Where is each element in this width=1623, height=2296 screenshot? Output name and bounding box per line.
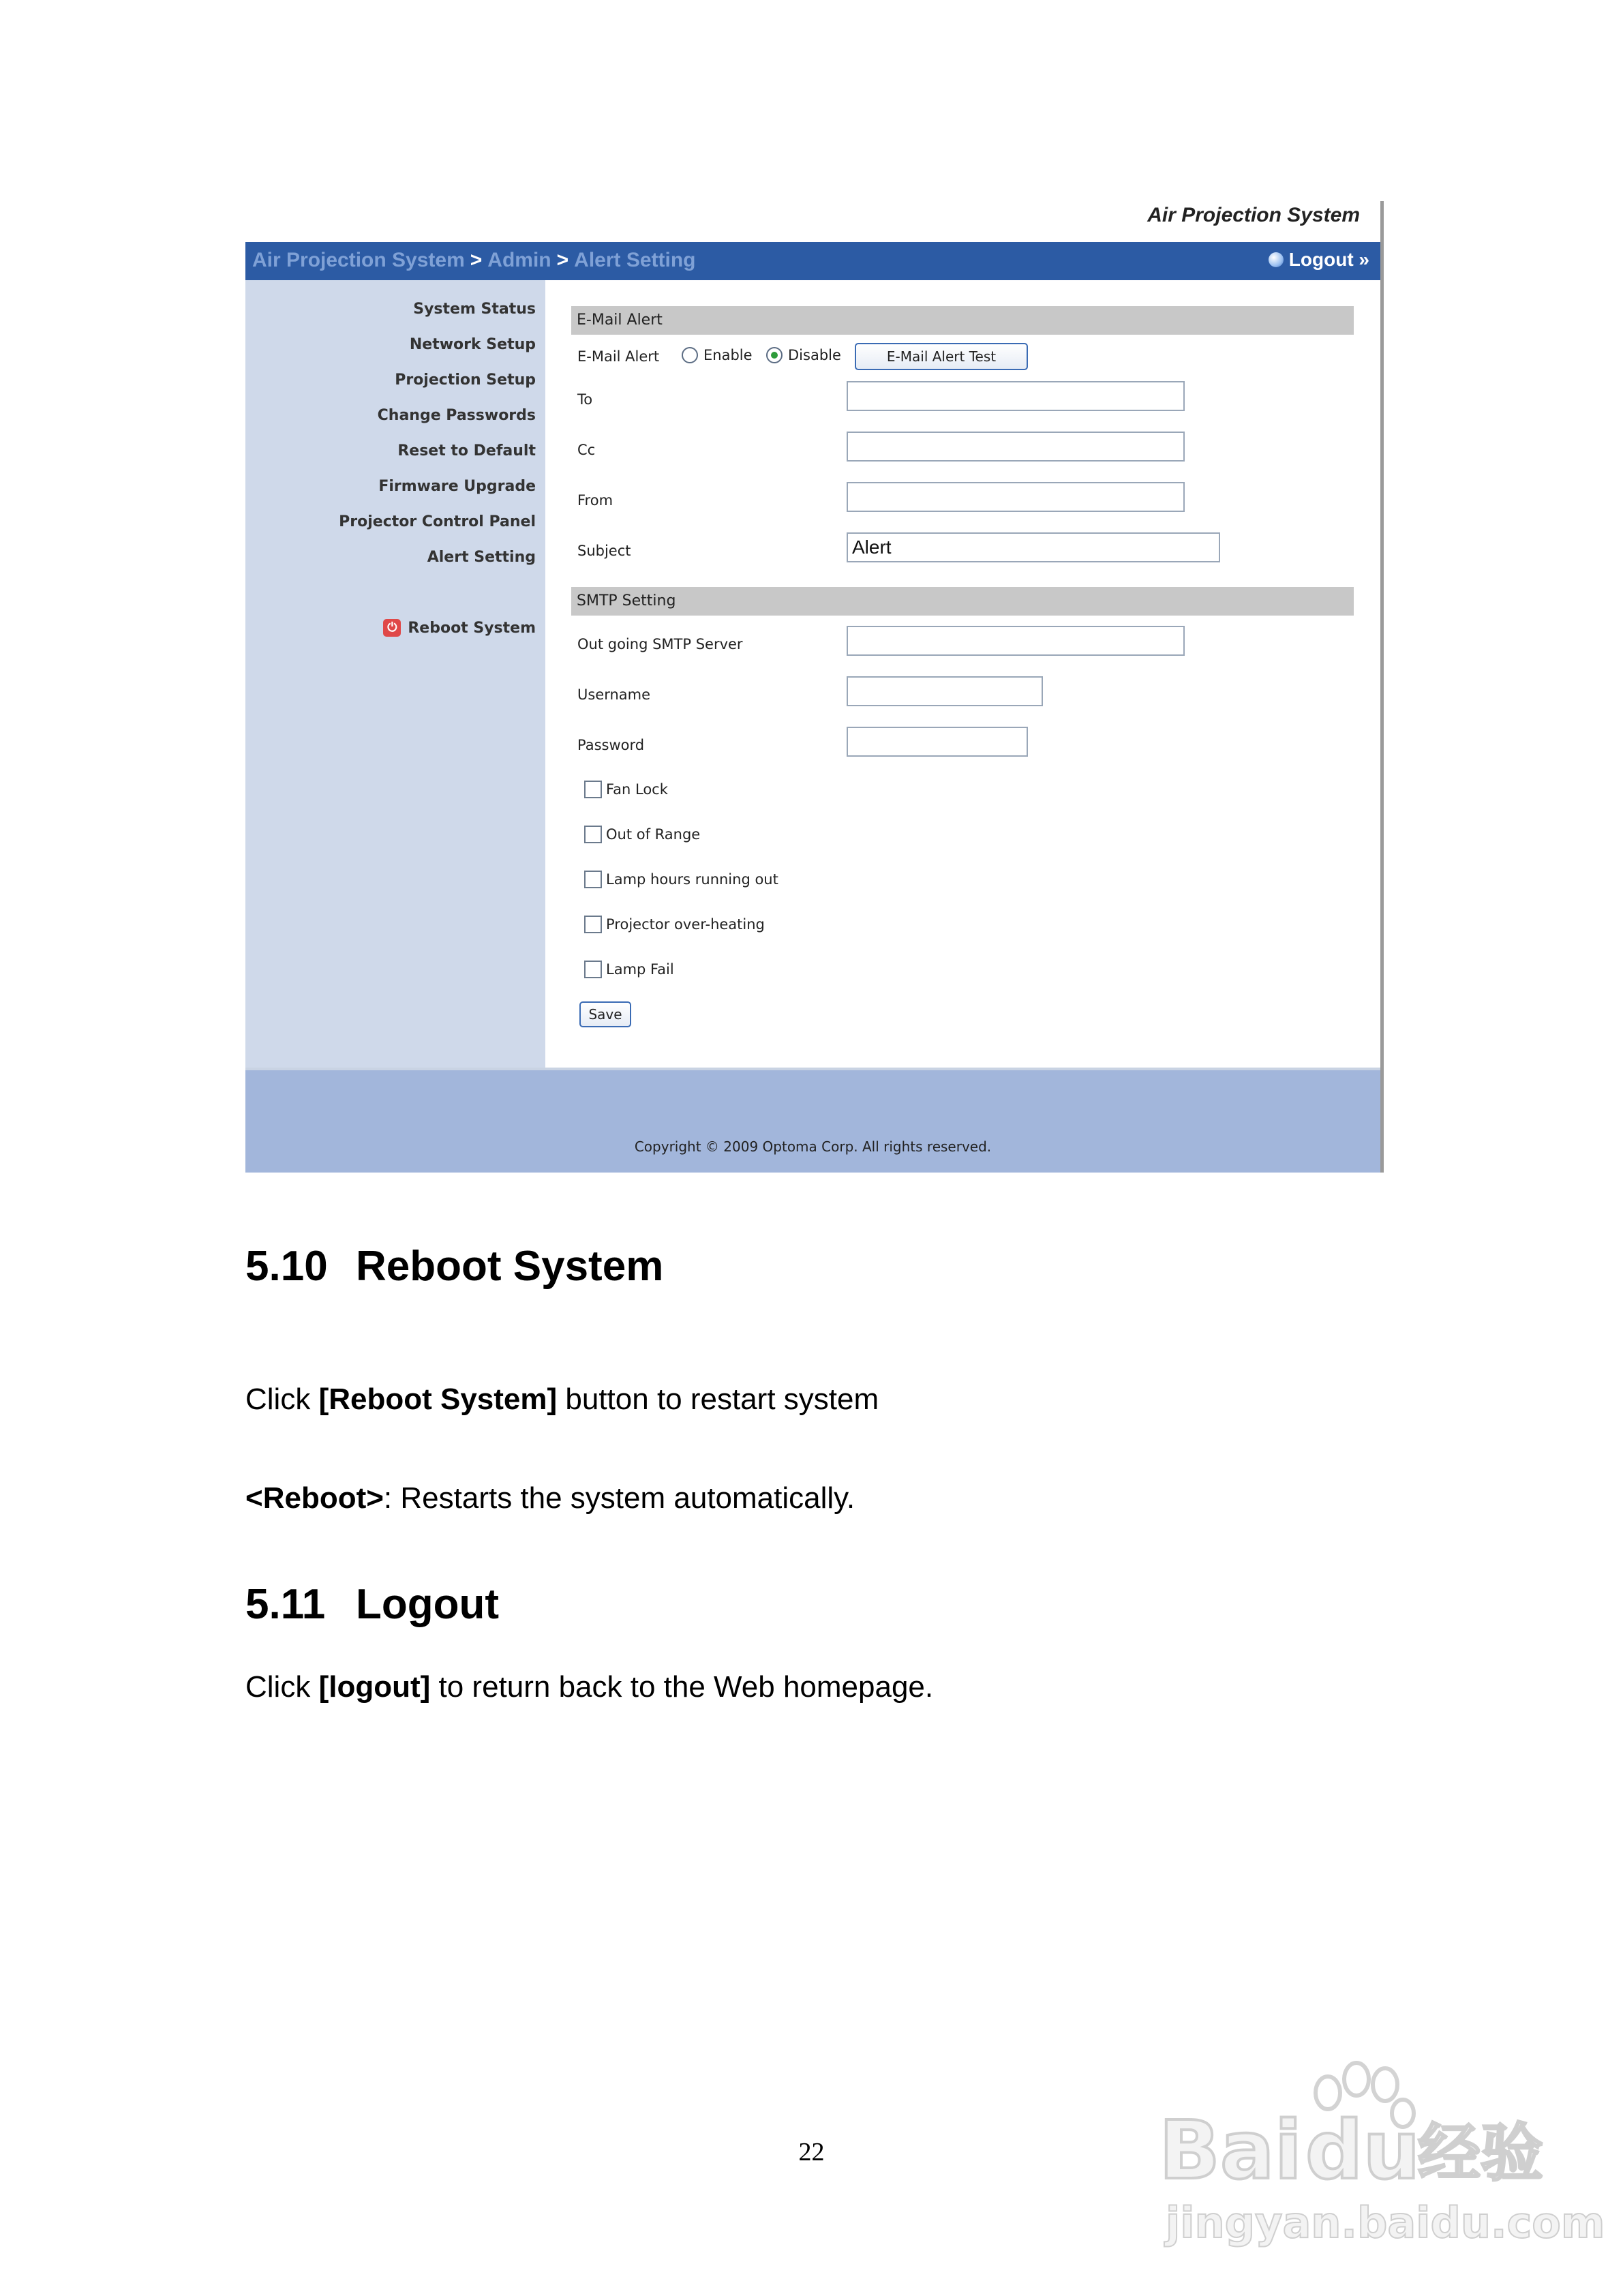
checkbox-icon xyxy=(584,916,602,933)
copyright-text: Copyright © 2009 Optoma Corp. All rights reserved. xyxy=(634,1138,992,1155)
disable-radio[interactable] xyxy=(766,347,841,363)
out-of-range-label: Out of Range xyxy=(606,826,701,843)
logout-label: Logout » xyxy=(1288,249,1369,270)
sidebar-item-reset-default[interactable]: Reset to Default xyxy=(397,442,536,459)
save-button[interactable]: Save xyxy=(579,1001,631,1027)
lamp-fail-checkbox[interactable] xyxy=(584,961,674,978)
reboot-system-button[interactable] xyxy=(383,619,536,637)
section-5-11-heading xyxy=(245,1580,499,1629)
radio-icon xyxy=(682,347,698,363)
cc-input[interactable] xyxy=(847,432,1185,462)
text-run: button to restart system xyxy=(557,1383,879,1416)
reboot-system-ref: [Reboot System] xyxy=(318,1383,558,1416)
sidebar-item-change-passwords[interactable]: Change Passwords xyxy=(377,407,536,424)
logout-icon xyxy=(1269,252,1284,267)
power-icon: ⏻ xyxy=(383,619,401,637)
email-alert-label: E-Mail Alert xyxy=(577,348,660,365)
sidebar-item-network-setup[interactable]: Network Setup xyxy=(409,336,536,353)
brand-title: Air Projection System xyxy=(1147,204,1360,226)
svg-text:Bai: Bai xyxy=(1159,2103,1303,2197)
radio-selected-icon xyxy=(766,347,783,363)
smtp-server-label: Out going SMTP Server xyxy=(577,636,743,652)
section-title: Reboot System xyxy=(356,1243,664,1290)
top-bar xyxy=(245,242,1380,280)
enable-radio[interactable] xyxy=(682,347,753,363)
page-number: 22 xyxy=(798,2138,825,2166)
to-input[interactable] xyxy=(847,381,1185,411)
breadcrumb-separator: > xyxy=(470,249,483,271)
alert-setting-screenshot xyxy=(245,201,1384,1173)
subject-label: Subject xyxy=(577,543,631,559)
brand-row xyxy=(245,201,1380,242)
breadcrumb-separator: > xyxy=(556,249,569,271)
checkbox-icon xyxy=(584,871,602,888)
section-number: 5.11 xyxy=(245,1581,326,1628)
lamp-fail-label: Lamp Fail xyxy=(606,961,674,978)
password-label: Password xyxy=(577,737,645,753)
sidebar-item-system-status[interactable]: System Status xyxy=(413,301,536,318)
breadcrumb-admin[interactable]: Admin xyxy=(487,249,551,271)
subject-input[interactable]: Alert xyxy=(847,532,1220,562)
reboot-term: <Reboot> xyxy=(245,1481,384,1515)
cc-label: Cc xyxy=(577,442,596,458)
svg-text:jingyan.baidu.com: jingyan.baidu.com xyxy=(1166,2198,1605,2248)
breadcrumb xyxy=(252,249,696,272)
checkbox-icon xyxy=(584,826,602,843)
username-input[interactable] xyxy=(847,676,1043,706)
sidebar-item-firmware-upgrade[interactable]: Firmware Upgrade xyxy=(378,478,536,495)
reboot-label: Reboot System xyxy=(408,619,536,637)
baidu-watermark-logo xyxy=(1159,2052,1605,2250)
to-label: To xyxy=(577,391,593,408)
sidebar xyxy=(245,280,545,1068)
fan-lock-checkbox[interactable] xyxy=(584,781,668,798)
fan-lock-label: Fan Lock xyxy=(606,781,668,798)
logout-link[interactable] xyxy=(1269,249,1369,271)
over-heating-label: Projector over-heating xyxy=(606,916,765,933)
sidebar-item-projector-control[interactable]: Projector Control Panel xyxy=(339,513,536,530)
logout-instruction xyxy=(245,1670,933,1704)
smtp-server-input[interactable] xyxy=(847,626,1185,656)
from-input[interactable] xyxy=(847,482,1185,512)
checkbox-icon xyxy=(584,961,602,978)
main-panel xyxy=(545,280,1380,1068)
username-label: Username xyxy=(577,686,651,703)
lamp-hours-label: Lamp hours running out xyxy=(606,871,778,888)
over-heating-checkbox[interactable] xyxy=(584,916,765,933)
lamp-hours-checkbox[interactable] xyxy=(584,871,778,888)
text-run: Click xyxy=(245,1383,319,1416)
section-title: Logout xyxy=(356,1581,500,1628)
reboot-instruction xyxy=(245,1383,879,1417)
email-alert-test-button[interactable]: E-Mail Alert Test xyxy=(855,343,1028,370)
email-alert-section-header: E-Mail Alert xyxy=(571,306,1354,335)
svg-text:du: du xyxy=(1305,2103,1421,2197)
section-5-10-heading xyxy=(245,1242,663,1290)
smtp-section-header: SMTP Setting xyxy=(571,587,1354,616)
password-input[interactable] xyxy=(847,727,1028,757)
footer xyxy=(245,1068,1380,1173)
out-of-range-checkbox[interactable] xyxy=(584,826,700,843)
sidebar-item-projection-setup[interactable]: Projection Setup xyxy=(395,372,536,389)
logout-ref: [logout] xyxy=(318,1670,431,1704)
checkbox-icon xyxy=(584,781,602,798)
text-run: Click xyxy=(245,1670,319,1704)
right-border xyxy=(1380,201,1384,1173)
from-label: From xyxy=(577,492,613,509)
text-run: to return back to the Web homepage. xyxy=(430,1670,934,1704)
section-number: 5.10 xyxy=(245,1243,328,1290)
sidebar-item-alert-setting[interactable]: Alert Setting xyxy=(427,549,536,566)
text-run: : Restarts the system automatically. xyxy=(383,1481,855,1515)
breadcrumb-current: Alert Setting xyxy=(574,249,696,271)
reboot-description xyxy=(245,1481,855,1515)
svg-text:经验: 经验 xyxy=(1418,2117,1544,2190)
breadcrumb-home[interactable]: Air Projection System xyxy=(252,249,465,271)
enable-label: Enable xyxy=(703,347,753,363)
disable-label: Disable xyxy=(788,347,841,363)
